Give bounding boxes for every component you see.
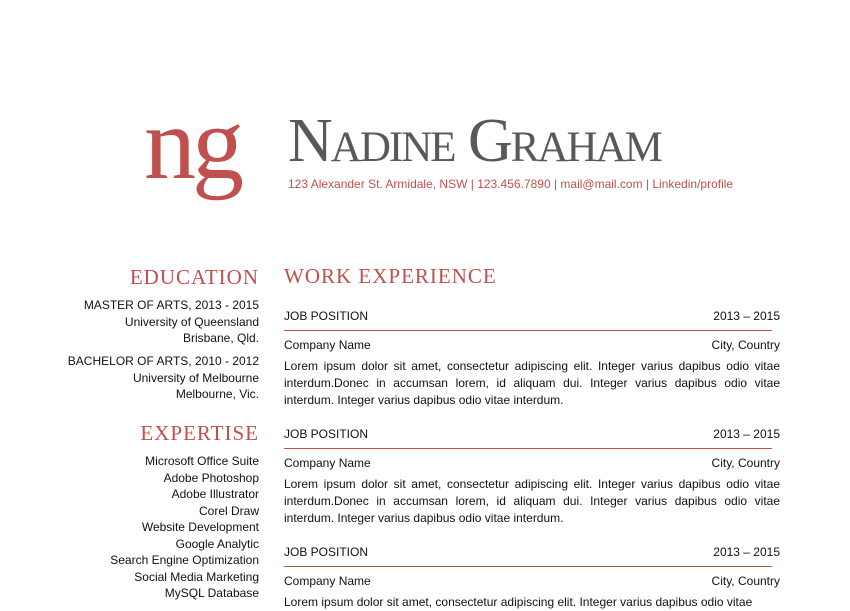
expertise-item: Adobe Photoshop	[163, 470, 259, 485]
job-location: City, Country	[711, 574, 780, 588]
monogram-logo: ng	[144, 86, 240, 201]
applicant-name: Nadine Graham	[288, 107, 661, 175]
job-entry	[284, 426, 780, 527]
expertise-item: Corel Draw	[198, 503, 259, 518]
expertise-item: Social Media Marketing	[134, 569, 259, 584]
job-dates: 2013 – 2015	[713, 545, 780, 559]
degree: BACHELOR OF ARTS, 2010 - 2012	[67, 354, 259, 368]
education-entry	[40, 353, 259, 403]
job-entry	[284, 544, 780, 611]
job-dates: 2013 – 2015	[713, 309, 780, 323]
school-location: Melbourne, Vic.	[175, 387, 259, 401]
expertise-item: Website Development	[141, 520, 259, 534]
contact-line: 123 Alexander St. Armidale, NSW | 123.456.7890 | mail@mail.com | Linkedin/profile	[288, 177, 734, 191]
expertise-heading: EXPERTISE	[140, 421, 259, 445]
expertise-item: Google Analytic	[175, 536, 259, 551]
job-description: Lorem ipsum dolor sit amet, consectetur adipiscing elit. Integer varius dapibus odio vitae interdum.Donec in accumsan lorem, id aliquam dui. Integer varius dapibus odio vitae interdum. Integer varius dapibus odio vitae interdum.	[284, 359, 780, 407]
expertise-list	[40, 453, 259, 602]
education-entry	[40, 297, 259, 347]
degree: MASTER OF ARTS, 2013 - 2015	[83, 298, 259, 312]
divider	[284, 330, 772, 331]
company-name: Company Name	[284, 456, 371, 470]
work-experience-heading: WORK EXPERIENCE	[284, 264, 497, 288]
job-description: Lorem ipsum dolor sit amet, consectetur adipiscing elit. Integer varius dapibus odio vitae	[284, 595, 753, 609]
expertise-item: Microsoft Office Suite	[145, 454, 259, 468]
education-heading: EDUCATION	[129, 265, 259, 289]
job-entry	[284, 308, 780, 409]
school: University of Queensland	[124, 314, 259, 329]
divider	[284, 566, 772, 567]
expertise-item: Search Engine Optimization	[110, 553, 259, 567]
company-name: Company Name	[284, 574, 371, 588]
job-position: JOB POSITION	[284, 309, 369, 323]
company-name: Company Name	[284, 338, 371, 352]
school-location: Brisbane, Qld.	[182, 331, 259, 345]
expertise-item: Adobe Illustrator	[171, 487, 259, 501]
expertise-item: MySQL Database	[164, 586, 259, 600]
job-description: Lorem ipsum dolor sit amet, consectetur adipiscing elit. Integer varius dapibus odio vitae interdum.Donec in accumsan lorem, id aliquam dui. Integer varius dapibus odio vitae interdum. Integer varius dapibus odio vitae interdum.	[284, 477, 780, 525]
job-dates: 2013 – 2015	[713, 427, 780, 441]
divider	[284, 448, 772, 449]
job-position: JOB POSITION	[284, 427, 369, 441]
job-location: City, Country	[711, 456, 780, 470]
job-location: City, Country	[711, 338, 780, 352]
school: University of Melbourne	[132, 370, 259, 385]
job-position: JOB POSITION	[284, 545, 369, 559]
